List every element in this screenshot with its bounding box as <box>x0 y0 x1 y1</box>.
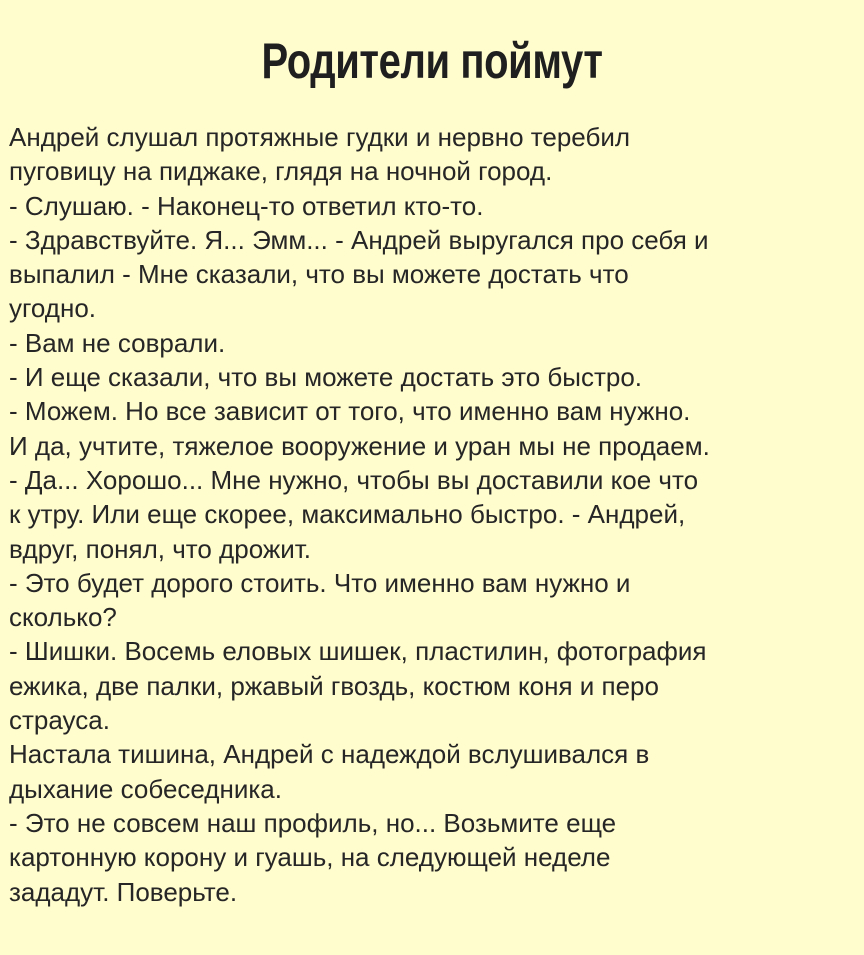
story-line: угодно. <box>9 293 97 324</box>
story-line: к утру. Или еще скорее, максимально быстро. - Андрей, <box>9 499 686 530</box>
story-line: страуса. <box>9 705 110 736</box>
story-line: пуговицу на пиджаке, глядя на ночной город. <box>9 156 553 187</box>
story-line: - Это не совсем наш профиль, но... Возьмите еще <box>9 807 617 838</box>
story-line: сколько? <box>9 602 117 633</box>
story-line: - Да... Хорошо... Мне нужно, чтобы вы доставили кое что <box>9 464 699 495</box>
story-line: ежика, две палки, ржавый гвоздь, костюм коня и перо <box>9 670 659 701</box>
story-line: - Это будет дорого стоить. Что именно вам нужно и <box>9 567 631 598</box>
story-line: Андрей слушал протяжные гудки и нервно теребил <box>9 122 631 152</box>
story-body <box>9 120 859 909</box>
story-line: картонную корону и гуашь, на следующей неделе <box>9 842 611 873</box>
story-line: И да, учтите, тяжелое вооружение и уран мы не продаем. <box>9 430 710 461</box>
story-line: вдруг, понял, что дрожит. <box>9 533 312 564</box>
story-line: - Шишки. Восемь еловых шишек, пластилин, фотография <box>9 636 707 667</box>
story-line: выпалил - Мне сказали, что вы можете достать что <box>9 259 629 290</box>
story-line: Настала тишина, Андрей с надеждой вслушивался в <box>9 739 650 770</box>
story-line: - Здравствуйте. Я... Эмм... - Андрей выругался про себя и <box>9 224 709 255</box>
story-line: - И еще сказали, что вы можете достать это быстро. <box>9 362 643 393</box>
story-title: Родители поймут <box>261 33 603 89</box>
story-line: зададут. Поверьте. <box>9 876 238 907</box>
story-line: - Слушаю. - Наконец-то ответил кто-то. <box>9 190 484 221</box>
story-line: - Вам не соврали. <box>9 327 226 358</box>
story-line: - Можем. Но все зависит от того, что именно вам нужно. <box>9 396 691 427</box>
story-line: дыхание собеседника. <box>9 773 282 804</box>
